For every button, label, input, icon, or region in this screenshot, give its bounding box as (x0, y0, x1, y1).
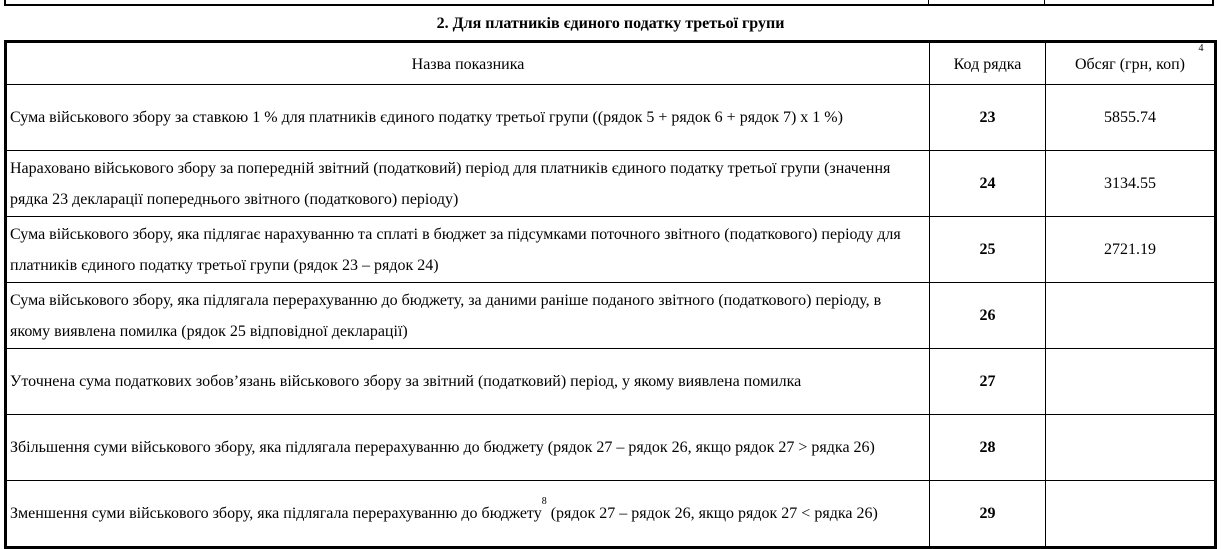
previous-table-divider (928, 0, 929, 4)
row-name-text-continued: (рядок 27 – рядок 26, якщо рядок 27 < рядка 26) (546, 505, 878, 522)
row-code: 25 (930, 217, 1046, 283)
row-amount[interactable] (1046, 349, 1216, 415)
row-code: 24 (930, 151, 1046, 217)
row-amount[interactable]: 3134.55 (1046, 151, 1216, 217)
row-name: Сума військового збору за ставкою 1 % для платників єдиного податку третьої групи ((рядок 5 + рядок 6 + рядок 7) х 1 %) (6, 85, 930, 151)
row-name-text: Зменшення суми військового збору, яка підлягала перерахуванню до бюджету (10, 505, 542, 522)
table-row (6, 415, 1216, 481)
table-row (6, 217, 1216, 283)
table-row (6, 85, 1216, 151)
row-amount[interactable] (1046, 283, 1216, 349)
table-row (6, 349, 1216, 415)
row-code: 27 (930, 349, 1046, 415)
table-row (6, 283, 1216, 349)
previous-table-fragment (4, 0, 1214, 6)
row-name: Нараховано військового збору за попередній звітний (податковий) період для платників єдиного податку третьої групи (значення рядка 23 декларації попереднього звітного (податкового) періоду) (6, 151, 930, 217)
header-amount (1046, 42, 1216, 85)
header-name: Назва показника (6, 42, 930, 85)
row-amount[interactable] (1046, 415, 1216, 481)
row-name: Сума військового збору, яка підлягає нарахуванню та сплаті в бюджет за підсумками поточного звітного (податкового) періоду для платників єдиного податку третьої групи (рядок 23 – рядок 24) (6, 217, 930, 283)
row-code: 29 (930, 481, 1046, 548)
row-code: 28 (930, 415, 1046, 481)
row-code: 26 (930, 283, 1046, 349)
table-row (6, 151, 1216, 217)
military-levy-table (4, 40, 1217, 549)
row-name: Уточнена сума податкових зобов’язань військового збору за звітний (податковий) період, у якому виявлена помилка (6, 349, 930, 415)
section-title: 2. Для платників єдиного податку третьої групи (436, 15, 785, 32)
table-header-row (6, 42, 1216, 85)
header-amount-label: Обсяг (грн, коп) (1074, 56, 1186, 73)
row-name (6, 481, 930, 548)
row-name: Збільшення суми військового збору, яка підлягала перерахуванню до бюджету (рядок 27 – рядок 26, якщо рядок 27 > рядка 26) (6, 415, 930, 481)
header-code: Код рядка (930, 42, 1046, 85)
row-name-footnote: 8 (541, 496, 547, 507)
header-amount-footnote: 4 (1198, 42, 1204, 54)
row-amount[interactable]: 5855.74 (1046, 85, 1216, 151)
row-name: Сума військового збору, яка підлягала перерахуванню до бюджету, за даними раніше поданого звітного (податкового) періоду, в якому виявлена помилка (рядок 25 відповідної декларації) (6, 283, 930, 349)
table-row (6, 481, 1216, 548)
row-code: 23 (930, 85, 1046, 151)
previous-table-divider (1044, 0, 1045, 4)
row-amount[interactable]: 2721.19 (1046, 217, 1216, 283)
row-amount[interactable] (1046, 481, 1216, 548)
